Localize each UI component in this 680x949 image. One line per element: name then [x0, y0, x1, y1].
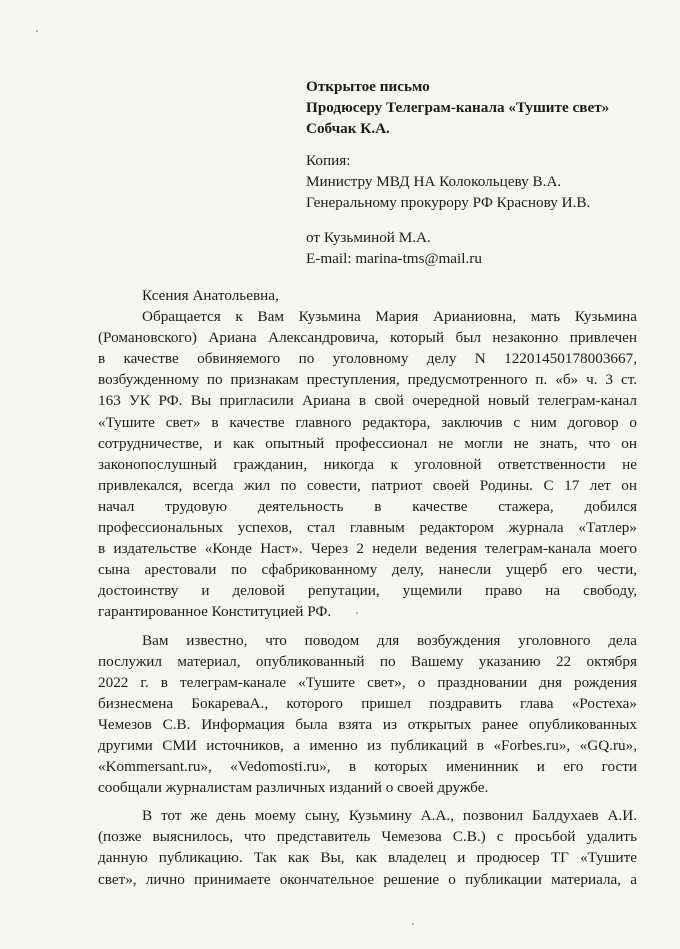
paragraph-1	[98, 306, 637, 622]
paragraph-line: достоинству и деловой репутации, ущемили право на свободу,	[98, 582, 637, 600]
paragraph-line: законопослушный гражданин, никогда к уголовной ответственности не	[98, 455, 637, 473]
paragraph-line: (Романовского) Ариана Александровича, который был незаконно привлечен	[98, 329, 637, 347]
paragraph-line: в качестве обвиняемого по уголовному делу N 12201450178003667,	[98, 350, 637, 368]
paragraph-line: гарантированное Конституцией РФ.	[98, 603, 332, 621]
paragraph-line: данную публикацию. Так как Вы, как владелец и продюсер ТГ «Тушите	[98, 849, 637, 867]
paragraph-line: сообщали журналистам различных изданий о своей дружбе.	[98, 779, 489, 797]
paragraph-line: Обращается к Вам Кузьмина Мария Арианиовна, мать Кузьмина	[142, 308, 637, 326]
paragraph-line: свет», лично принимаете окончательное решение о публикации материала, а	[98, 870, 637, 888]
salutation: Ксения Анатольевна,	[142, 287, 279, 304]
paragraph-line: 2022 г. в телеграм-канале «Тушите свет», о праздновании дня рождения	[98, 673, 637, 691]
paragraph-line: сына арестовали по сфабрикованному делу, нанесли ущерб его чести,	[98, 561, 637, 579]
paragraph-line: начал трудовую деятельность в качестве стажера, добился	[98, 497, 637, 515]
paragraph-line: 163 УК РФ. Вы пригласили Ариана в свой очередной новый телеграм-канал	[98, 392, 637, 410]
paragraph-line: послужил материал, опубликованный по Вашему указанию 22 октября	[98, 652, 637, 670]
copy-label: Копия:	[306, 152, 351, 169]
paragraph-line: бизнесмена БокареваА., которого пришел поздравить глава «Ростеха»	[98, 694, 637, 712]
addressee-line: Продюсеру Телеграм-канала «Тушите свет»	[306, 99, 610, 116]
addressee-name: Собчак К.А.	[306, 120, 390, 137]
copy-block	[306, 150, 590, 213]
letter-title: Открытое письмо	[306, 78, 430, 95]
paragraph-3	[98, 805, 637, 889]
paragraph-2	[98, 630, 637, 799]
sender-name: от Кузьминой М.А.	[306, 229, 431, 246]
paragraph-line: «Тушите свет» в качестве главного редактора, заключив с ним договор о	[98, 413, 637, 431]
copy-recipient-1: Министру МВД НА Колокольцеву В.А.	[306, 173, 562, 190]
letter-body	[98, 285, 637, 890]
letter-header	[306, 76, 609, 139]
paragraph-line: привлекался, всегда жил по совести, патриот своей Родины. С 17 лет он	[98, 476, 637, 494]
sender-email: E-mail: marina-tms@mail.ru	[306, 250, 482, 267]
paragraph-line: профессиональных успехов, стал главным редактором журнала «Татлер»	[98, 519, 637, 537]
paragraph-line: в издательстве «Конде Наст». Через 2 недели ведения телеграм-канала моего	[98, 540, 637, 558]
paragraph-line: возбужденному по признакам преступления, предусмотренного п. «б» ч. 3 ст.	[98, 371, 637, 389]
paragraph-line: (позже выяснилось, что представитель Чемезова С.В.) с просьбой удалить	[98, 828, 637, 846]
paragraph-line: В тот же день моему сыну, Кузьмину А.А., позвонил Балдухаев А.И.	[142, 807, 637, 825]
paragraph-line: сотрудничестве, и как опытный профессионал не могли не знать, что он	[98, 434, 637, 452]
sender-block	[306, 227, 482, 269]
copy-recipient-2: Генеральному прокурору РФ Краснову И.В.	[306, 194, 591, 211]
paragraph-line: «Kommersant.ru», «Vedomosti.ru», в которых именинник и его гости	[98, 758, 637, 776]
paragraph-line: другими СМИ источников, а именно из публикаций в «Forbes.ru», «GQ.ru»,	[98, 736, 637, 754]
paragraph-line: Чемезов С.В. Информация была взята из открытых ранее опубликованных	[98, 715, 637, 733]
paragraph-line: Вам известно, что поводом для возбуждения уголовного дела	[142, 631, 637, 649]
